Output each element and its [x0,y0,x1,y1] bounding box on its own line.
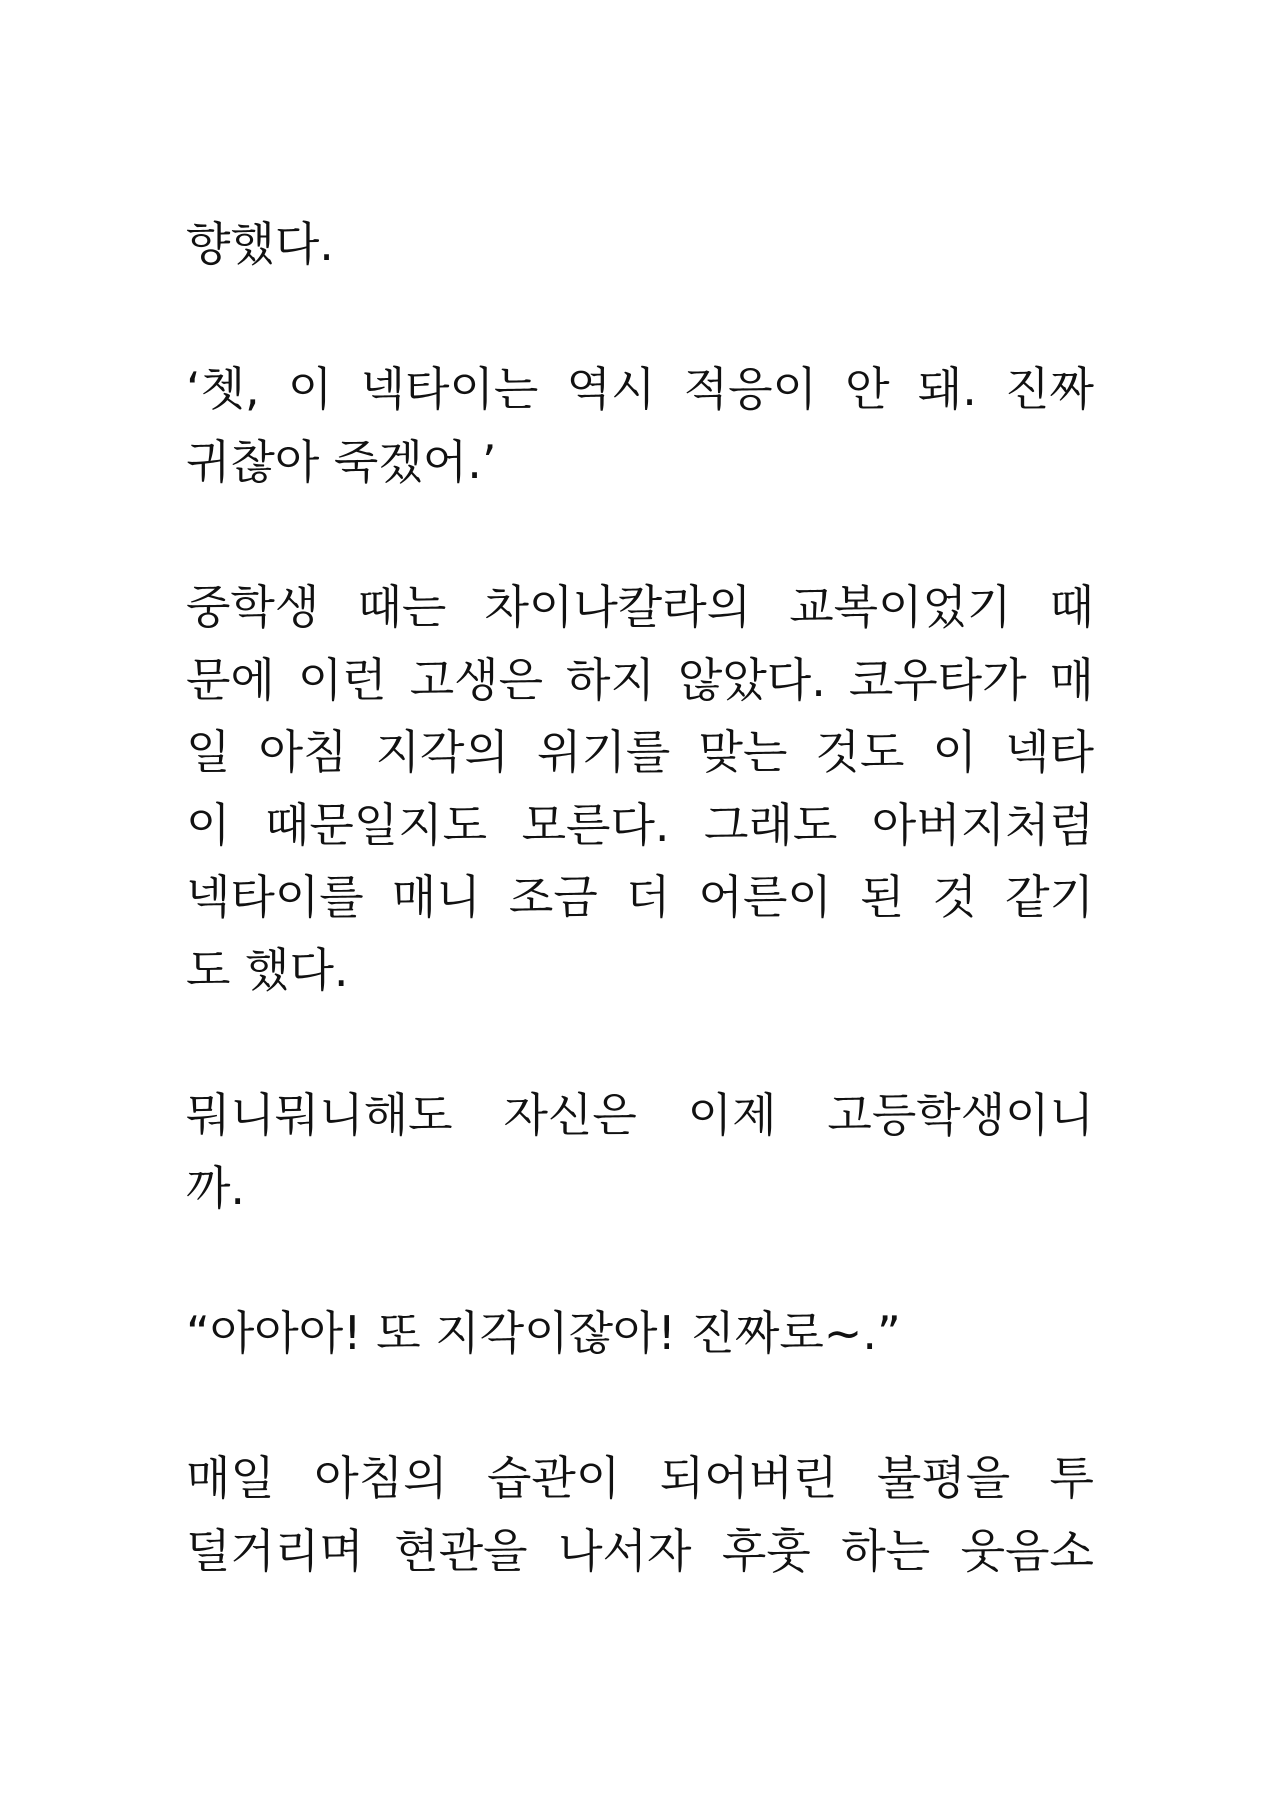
text-line: 향했다. [186,217,334,271]
text-line: 덜거리며 현관을 나서자 후훗 하는 웃음소 [186,1523,1094,1578]
text-line: 일 아침 지각의 위기를 맞는 것도 이 넥타 [186,725,1094,780]
paragraph-gap [186,498,1094,571]
text-line: 까. [186,1160,246,1215]
text-line: 매일 아침의 습관이 되어버린 불평을 투 [186,1451,1094,1506]
body-text [186,208,1094,1587]
text-line: 이 때문일지도 모른다. 그래도 아버지처럼 [186,797,1094,852]
paragraph-gap [186,1370,1094,1443]
text-line: 넥타이를 매니 조금 더 어른이 된 것 같기 [186,870,1094,925]
text-line: 귀찮아 죽겠어.’ [186,434,497,489]
paragraph [186,1079,1094,1224]
paragraph-gap [186,281,1094,354]
text-line: 중학생 때는 차이나칼라의 교복이었기 때 [186,579,1094,634]
paragraph [186,1442,1094,1587]
paragraph-gap [186,1007,1094,1080]
text-line: 뭐니뭐니해도 자신은 이제 고등학생이니 [186,1088,1094,1143]
paragraph-gap [186,1224,1094,1297]
text-line: 문에 이런 고생은 하지 않았다. 코우타가 매 [186,652,1094,707]
paragraph [186,353,1094,498]
text-line: ‘쳇, 이 넥타이는 역시 적응이 안 돼. 진짜 [186,362,1094,417]
paragraph [186,208,1094,281]
paragraph [186,571,1094,1007]
text-line: “아아아! 또 지각이잖아! 진짜로~.” [186,1305,901,1360]
text-line: 도 했다. [186,942,349,997]
paragraph [186,1297,1094,1370]
